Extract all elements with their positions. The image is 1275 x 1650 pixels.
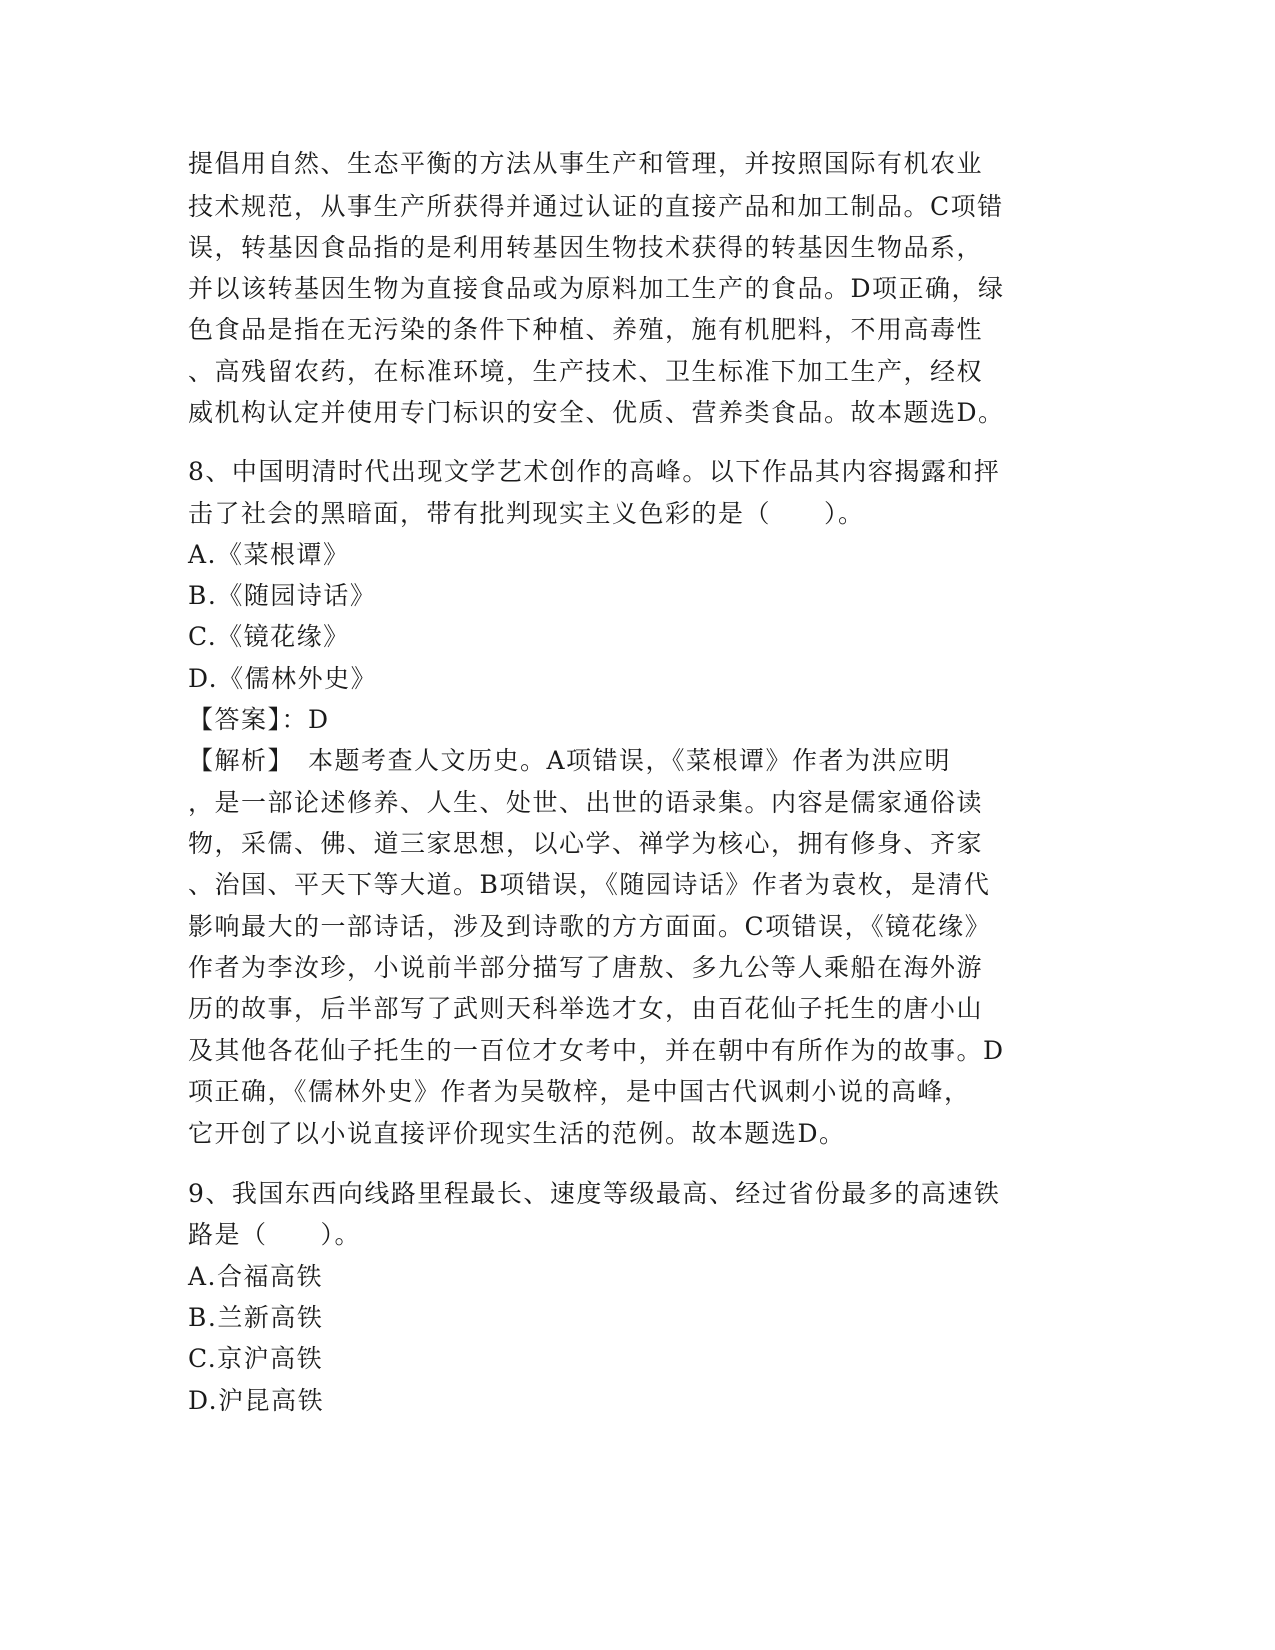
option-c: C.京沪高铁: [188, 1344, 324, 1373]
explanation-line: 作者为李汝珍，小说前半部分描写了唐敖、多九公等人乘船在海外游: [188, 953, 984, 982]
question-stem: 9、我国东西向线路里程最长、速度等级最高、经过省份最多的高速铁: [188, 1179, 1001, 1208]
option-d: D.沪昆高铁: [188, 1386, 325, 1415]
option-b: B.《随园诗话》: [188, 581, 377, 610]
explanation-line: ，是一部论述修养、人生、处世、出世的语录集。内容是儒家通俗读: [188, 788, 984, 817]
explanation-line: 【解析】 本题考查人文历史。A项错误，《菜根谭》作者为洪应明: [188, 746, 952, 775]
answer: 【答案】：D: [188, 705, 330, 734]
question-stem: 路是（ ）。: [188, 1220, 362, 1249]
option-a: A.《菜根谭》: [188, 540, 350, 569]
text-line: 技术规范，从事生产所获得并通过认证的直接产品和加工制品。C项错: [188, 192, 1004, 221]
explanation-line: 影响最大的一部诗话，涉及到诗歌的方方面面。C项错误，《镜花缘》: [188, 912, 992, 941]
question-stem: 8、中国明清时代出现文学艺术创作的高峰。以下作品其内容揭露和抨: [188, 457, 1001, 486]
option-b: B.兰新高铁: [188, 1303, 324, 1332]
option-a: A.合福高铁: [188, 1262, 324, 1291]
explanation-line: 、治国、平天下等大道。B项错误，《随园诗话》作者为袁枚，是清代: [188, 870, 991, 899]
text-line: 、高残留农药，在标准环境，生产技术、卫生标准下加工生产，经权: [188, 357, 984, 386]
explanation-line: 及其他各花仙子托生的一百位才女考中，并在朝中有所作为的故事。D: [188, 1036, 1005, 1065]
text-line: 色食品是指在无污染的条件下种植、养殖，施有机肥料，不用高毒性: [188, 315, 984, 344]
option-c: C.《镜花缘》: [188, 622, 350, 651]
text-line: 威机构认定并使用专门标识的安全、优质、营养类食品。故本题选D。: [188, 398, 1005, 427]
text-line: 误，转基因食品指的是利用转基因生物技术获得的转基因生物品系，: [188, 233, 984, 262]
explanation-line: 项正确，《儒林外史》作者为吴敬梓，是中国古代讽刺小说的高峰，: [188, 1077, 971, 1106]
question-stem: 击了社会的黑暗面，带有批判现实主义色彩的是（ ）。: [188, 499, 865, 528]
text-line: 提倡用自然、生态平衡的方法从事生产和管理，并按照国际有机农业: [188, 149, 984, 178]
text-line: 并以该转基因生物为直接食品或为原料加工生产的食品。D项正确，绿: [188, 274, 1005, 303]
explanation-line: 它开创了以小说直接评价现实生活的范例。故本题选D。: [188, 1119, 846, 1148]
option-d: D.《儒林外史》: [188, 664, 378, 693]
explanation-line: 物，采儒、佛、道三家思想，以心学、禅学为核心，拥有修身、齐家: [188, 829, 984, 858]
explanation-line: 历的故事，后半部写了武则天科举选才女，由百花仙子托生的唐小山: [188, 994, 984, 1023]
